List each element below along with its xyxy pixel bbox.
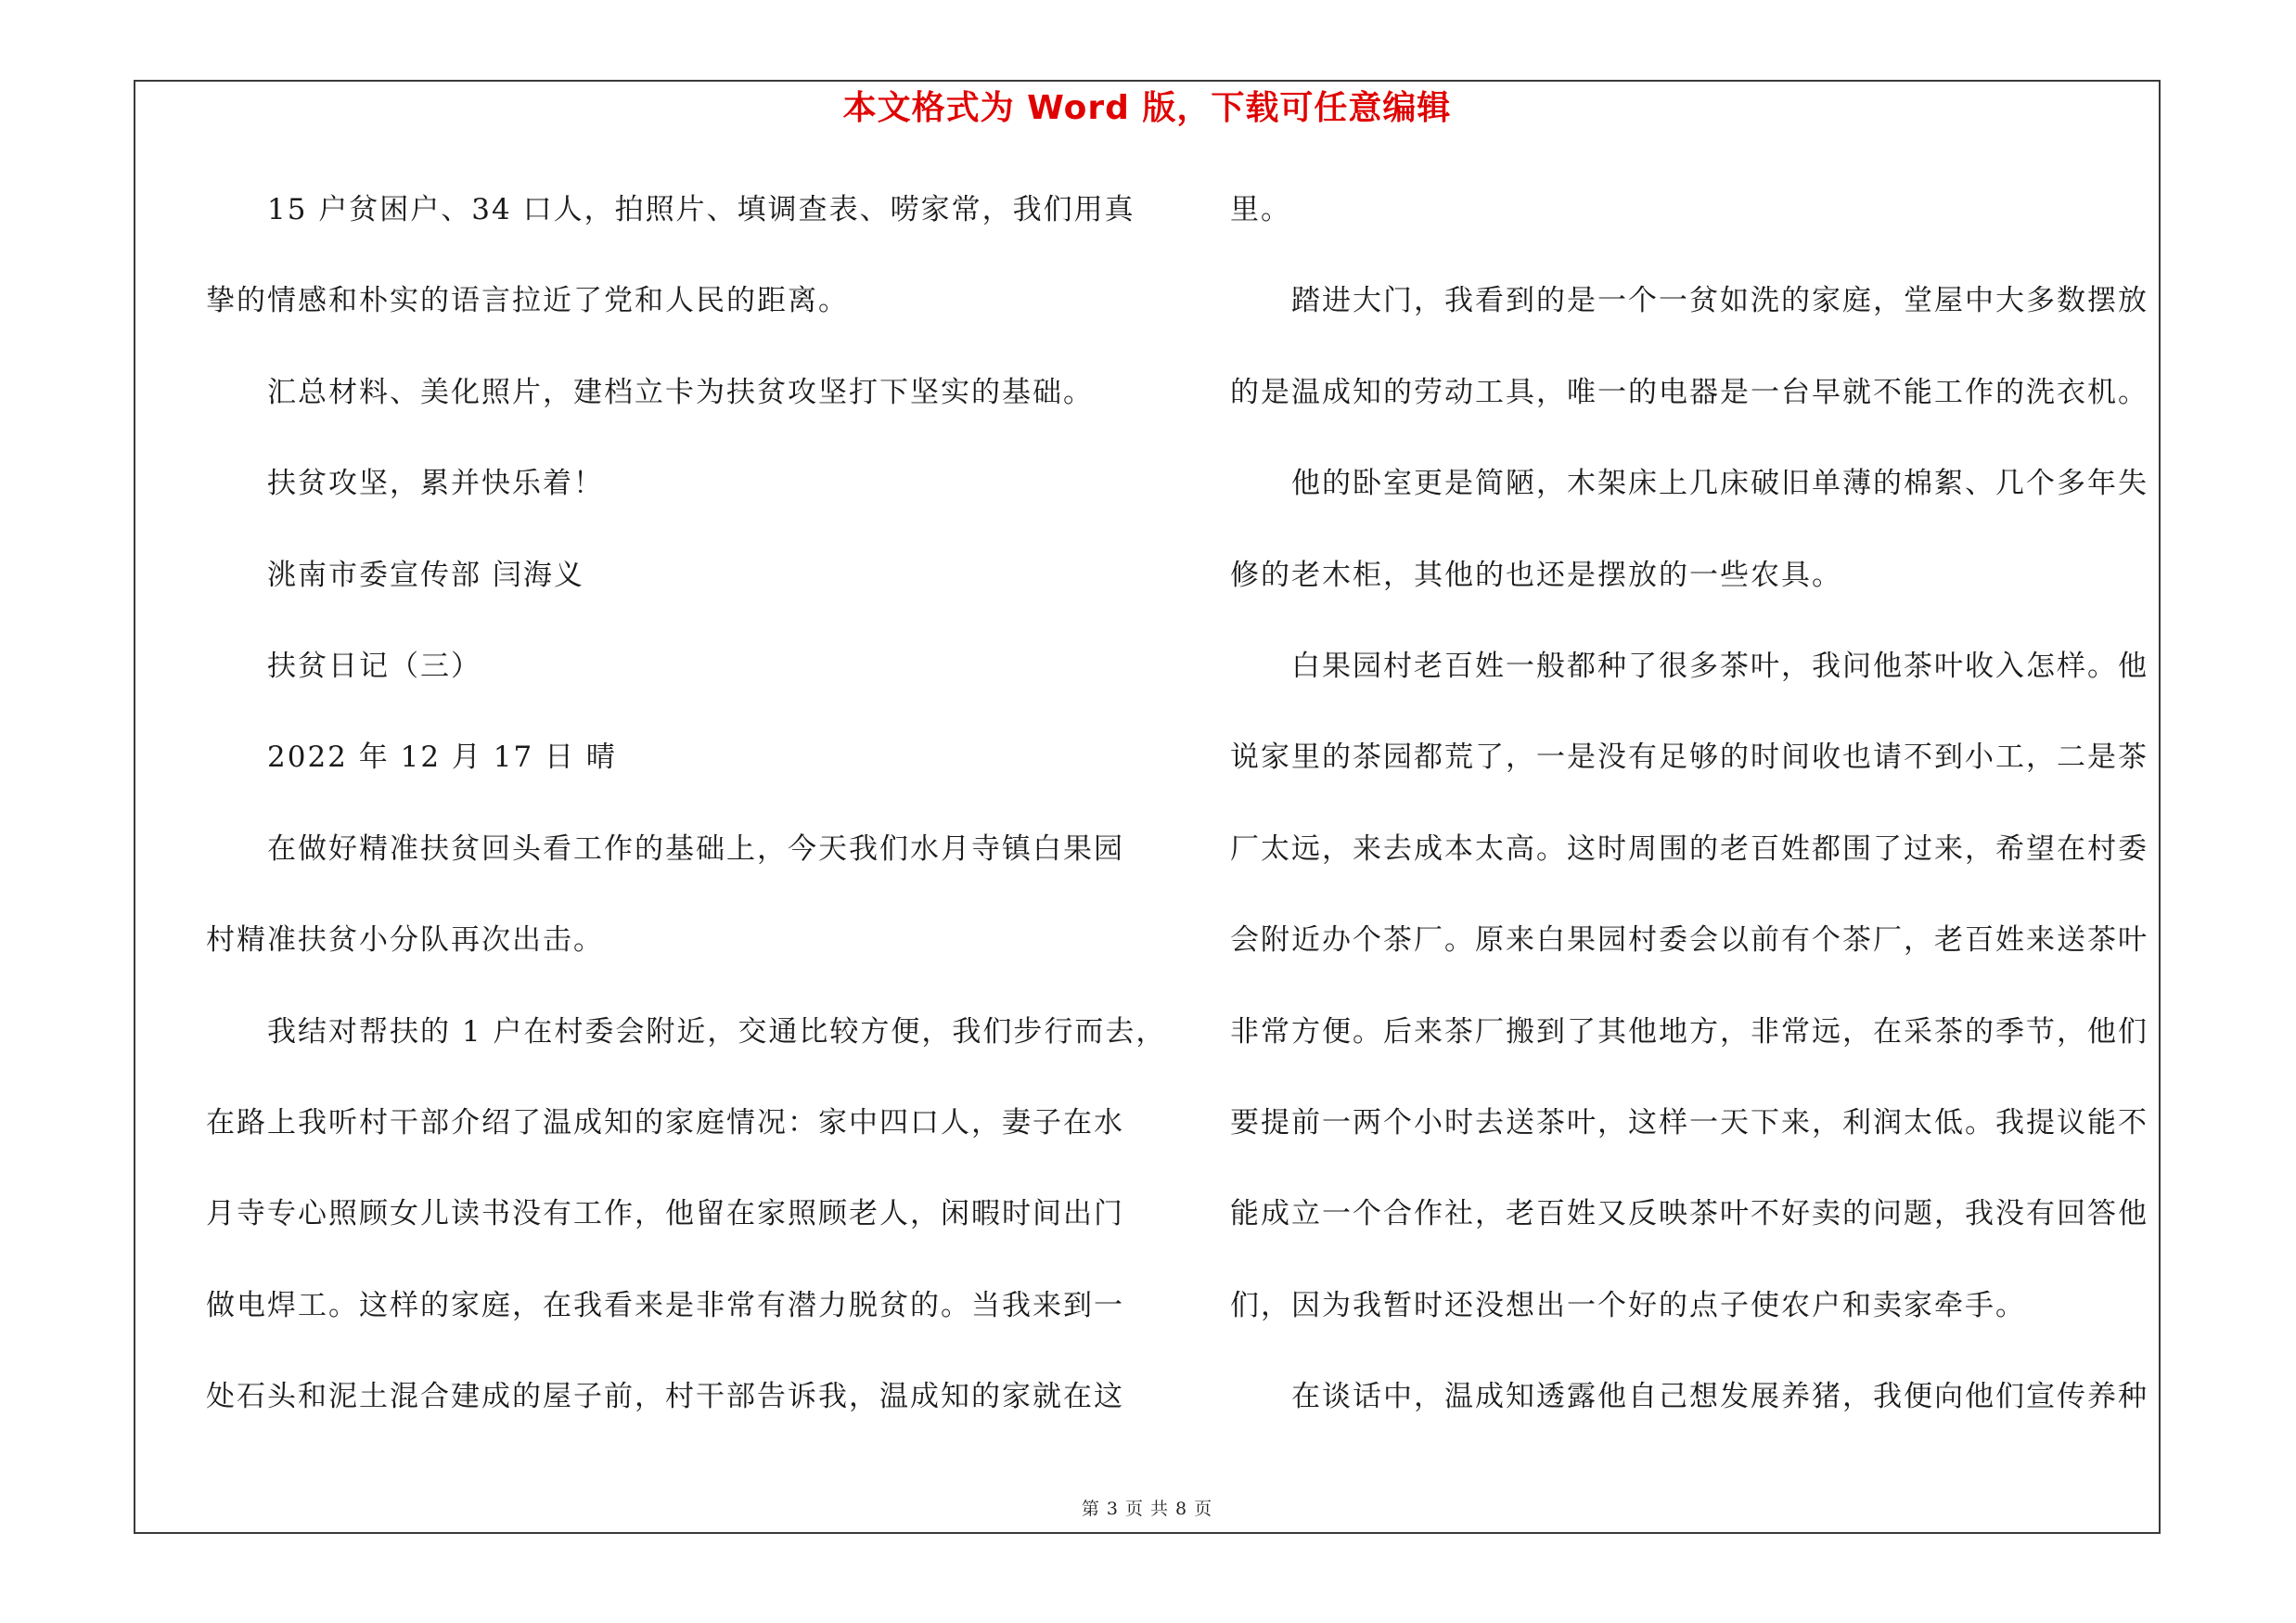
text-line: 他的卧室更是简陋，木架床上几床破旧单薄的棉絮、几个多年失: [1291, 467, 2148, 501]
text-line: 挚的情感和朴实的语言拉近了党和人民的距离。: [206, 284, 849, 318]
text-line: 我结对帮扶的 1 户在村委会附近，交通比较方便，我们步行而去，: [267, 1014, 1167, 1049]
text-line: 的是温成知的劳动工具，唯一的电器是一台早就不能工作的洗衣机。: [1230, 375, 2148, 409]
right-text-column: [1230, 184, 2167, 1462]
page-number-footer: 第 3 页 共 8 页: [1081, 1499, 1213, 1519]
text-line: 能成立一个合作社，老百姓又反映茶叶不好卖的问题，我没有回答他: [1230, 1197, 2148, 1231]
text-line: 要提前一两个小时去送茶叶，这样一天下来，利润太低。我提议能不: [1230, 1105, 2148, 1140]
text-line: 修的老木柜，其他的也还是摆放的一些农具。: [1230, 558, 1842, 592]
text-line: 洮南市委宣传部 闫海义: [267, 558, 584, 592]
text-line: 做电焊工。这样的家庭，在我看来是非常有潜力脱贫的。当我来到一: [206, 1288, 1124, 1322]
text-line: 会附近办个茶厂。原来白果园村委会以前有个茶厂，老百姓来送茶叶: [1230, 923, 2148, 958]
text-line: 村精准扶贫小分队再次出击。: [206, 923, 604, 958]
text-line: 汇总材料、美化照片，建档立卡为扶贫攻坚打下坚实的基础。: [267, 375, 1094, 409]
text-line: 处石头和泥土混合建成的屋子前，村干部告诉我，温成知的家就在这: [206, 1380, 1124, 1414]
text-line: 踏进大门，我看到的是一个一贫如洗的家庭，堂屋中大多数摆放: [1291, 284, 2148, 318]
text-line: 在做好精准扶贫回头看工作的基础上，今天我们水月寺镇白果园: [267, 831, 1124, 866]
text-line: 扶贫攻坚，累并快乐着！: [267, 467, 604, 501]
text-line: 说家里的茶园都荒了，一是没有足够的时间收也请不到小工，二是茶: [1230, 741, 2148, 775]
text-line: 在谈话中，温成知透露他自己想发展养猪，我便向他们宣传养种: [1291, 1380, 2148, 1414]
text-line: 们，因为我暂时还没想出一个好的点子使农户和卖家牵手。: [1230, 1288, 2026, 1322]
text-line: 2022 年 12 月 17 日 晴: [267, 741, 617, 775]
left-text-column: [206, 184, 1167, 1462]
text-line: 厂太远，来去成本太高。这时周围的老百姓都围了过来，希望在村委: [1230, 831, 2148, 866]
text-line: 非常方便。后来茶厂搬到了其他地方，非常远，在采茶的季节，他们: [1230, 1014, 2148, 1049]
word-format-banner: 本文格式为 Word 版，下载可任意编辑: [842, 89, 1452, 127]
text-line: 月寺专心照顾女儿读书没有工作，他留在家照顾老人，闲暇时间出门: [206, 1197, 1124, 1231]
text-line: 15 户贫困户、34 口人，拍照片、填调查表、唠家常，我们用真: [267, 193, 1135, 226]
text-line: 扶贫日记（三）: [267, 649, 481, 683]
text-line: 在路上我听村干部介绍了温成知的家庭情况：家中四口人，妻子在水: [206, 1105, 1124, 1140]
text-line: 里。: [1230, 193, 1291, 226]
text-line: 白果园村老百姓一般都种了很多茶叶，我问他茶叶收入怎样。他: [1291, 649, 2148, 683]
